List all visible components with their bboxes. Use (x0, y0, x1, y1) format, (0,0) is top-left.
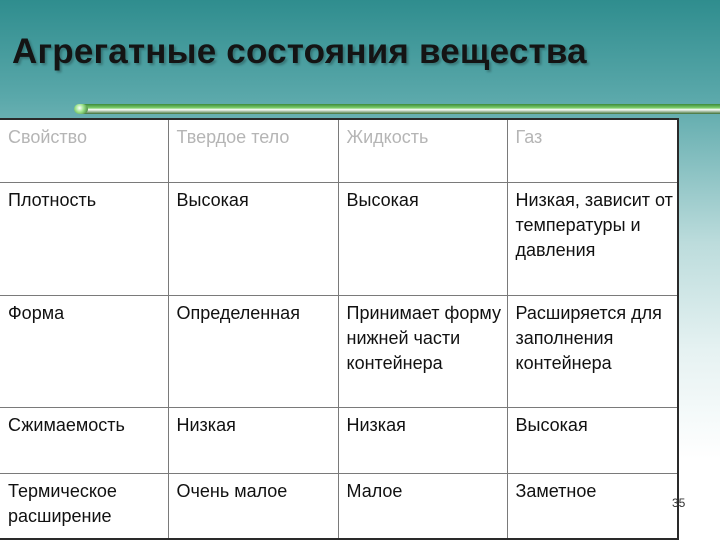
header-liquid: Жидкость (338, 120, 507, 182)
cell-property: Форма (0, 295, 168, 407)
header-solid: Твердое тело (168, 120, 338, 182)
slide-number: 35 (672, 496, 686, 510)
cell-property: Плотность (0, 182, 168, 295)
title-divider (78, 104, 720, 114)
cell-gas: Заметное (507, 473, 677, 538)
cell-liquid: Принимает форму нижней части контейнера (338, 295, 507, 407)
slide-title: Агрегатные состояния вещества (12, 32, 587, 71)
title-divider-cap (74, 104, 88, 114)
cell-gas: Расширяется для заполнения контейнера (507, 295, 677, 407)
table-header-row (0, 120, 677, 182)
table-row (0, 182, 677, 295)
cell-property: Термическое расширение (0, 473, 168, 538)
cell-solid: Очень малое (168, 473, 338, 538)
cell-solid: Высокая (168, 182, 338, 295)
cell-liquid: Высокая (338, 182, 507, 295)
table-row (0, 473, 677, 538)
header-property: Свойство (0, 120, 168, 182)
table-row (0, 407, 677, 473)
properties-table-container (0, 118, 679, 540)
cell-gas: Высокая (507, 407, 677, 473)
cell-solid: Низкая (168, 407, 338, 473)
cell-liquid: Низкая (338, 407, 507, 473)
properties-table (0, 120, 677, 538)
cell-property: Сжимаемость (0, 407, 168, 473)
cell-solid: Определенная (168, 295, 338, 407)
cell-gas: Низкая, зависит от температуры и давления (507, 182, 677, 295)
header-gas: Газ (507, 120, 677, 182)
table-row (0, 295, 677, 407)
cell-liquid: Малое (338, 473, 507, 538)
